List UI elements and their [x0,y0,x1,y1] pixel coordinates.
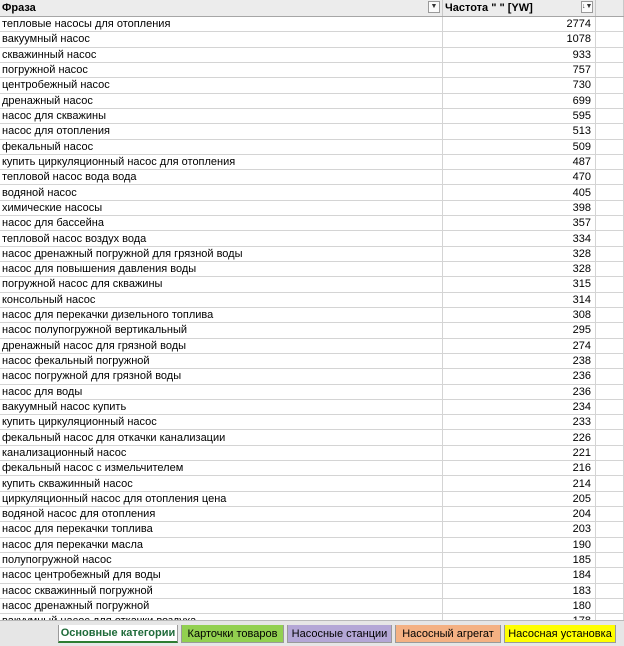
frequency-cell[interactable]: 295 [443,323,596,337]
frequency-cell[interactable]: 2774 [443,17,596,31]
table-row [0,32,624,47]
table-row [0,155,624,170]
phrase-cell[interactable]: погружной насос [0,63,443,77]
phrase-cell[interactable]: насос дренажный погружной для грязной воды [0,247,443,261]
phrase-cell[interactable]: насос дренажный погружной [0,599,443,613]
phrase-cell[interactable]: насос для перекачки топлива [0,522,443,536]
frequency-cell[interactable]: 1078 [443,32,596,46]
frequency-cell[interactable]: 234 [443,400,596,414]
table-row [0,17,624,32]
header-phrase-label: Фраза [2,2,36,14]
phrase-cell[interactable]: вакуумный насос купить [0,400,443,414]
phrase-cell[interactable]: насос для перекачки дизельного топлива [0,308,443,322]
empty-cell[interactable] [596,354,624,368]
empty-cell[interactable] [596,507,624,521]
table-row [0,63,624,78]
empty-cell[interactable] [596,170,624,184]
table-row [0,354,624,369]
table-row [0,293,624,308]
frequency-cell[interactable]: 183 [443,584,596,598]
header-cell-frequency[interactable] [443,0,596,16]
frequency-cell[interactable]: 184 [443,568,596,582]
empty-cell[interactable] [596,231,624,245]
frequency-cell[interactable]: 190 [443,538,596,552]
header-cell-phrase[interactable] [0,0,443,16]
empty-cell[interactable] [596,584,624,598]
table-row [0,430,624,445]
phrase-cell[interactable]: дренажный насос [0,94,443,108]
sort-descending-filter-icon[interactable]: ↓▼ [581,1,593,13]
table-row [0,323,624,338]
phrase-cell[interactable]: вакуумный насос [0,32,443,46]
phrase-cell[interactable]: погружной насос для скважины [0,277,443,291]
table-row [0,522,624,537]
empty-cell[interactable] [596,323,624,337]
phrase-cell[interactable]: фекальный насос [0,140,443,154]
empty-cell[interactable] [596,415,624,429]
table-row [0,231,624,246]
table-row [0,369,624,384]
frequency-cell[interactable]: 236 [443,369,596,383]
phrase-cell[interactable]: дренажный насос для грязной воды [0,339,443,353]
empty-cell[interactable] [596,247,624,261]
empty-cell[interactable] [596,369,624,383]
frequency-cell[interactable]: 513 [443,124,596,138]
empty-cell[interactable] [596,277,624,291]
phrase-cell[interactable]: водяной насос для отопления [0,507,443,521]
frequency-cell[interactable]: 470 [443,170,596,184]
phrase-cell[interactable]: полупогружной насос [0,553,443,567]
empty-cell[interactable] [596,94,624,108]
empty-cell[interactable] [596,140,624,154]
table-row [0,599,624,614]
phrase-cell[interactable]: фекальный насос для откачки канализации [0,430,443,444]
empty-cell[interactable] [596,262,624,276]
empty-cell[interactable] [596,308,624,322]
empty-cell[interactable] [596,201,624,215]
frequency-cell[interactable]: 405 [443,185,596,199]
empty-cell[interactable] [596,78,624,92]
sheet-tab[interactable]: Насосные станции [287,625,392,643]
table-row [0,492,624,507]
table-row [0,415,624,430]
frequency-cell[interactable]: 180 [443,599,596,613]
table-row [0,185,624,200]
frequency-cell[interactable]: 238 [443,354,596,368]
phrase-cell[interactable]: водяной насос [0,185,443,199]
phrase-cell[interactable]: канализационный насос [0,446,443,460]
empty-cell[interactable] [596,124,624,138]
frequency-cell[interactable]: 236 [443,385,596,399]
frequency-cell[interactable]: 487 [443,155,596,169]
frequency-cell[interactable]: 730 [443,78,596,92]
sheet-tab[interactable]: Насосный агрегат [395,625,501,643]
table-row [0,78,624,93]
frequency-cell[interactable]: 233 [443,415,596,429]
header-row [0,0,624,17]
empty-cell[interactable] [596,17,624,31]
header-cell-empty[interactable] [596,0,624,16]
table-row [0,48,624,63]
empty-cell[interactable] [596,553,624,567]
empty-cell[interactable] [596,568,624,582]
frequency-cell[interactable]: 314 [443,293,596,307]
sheet-tab[interactable]: Насосная установка [504,625,616,643]
table-row [0,400,624,415]
table-row [0,109,624,124]
empty-cell[interactable] [596,446,624,460]
phrase-cell[interactable]: насос фекальный погружной [0,354,443,368]
frequency-cell[interactable]: 315 [443,277,596,291]
phrase-cell[interactable]: купить циркуляционный насос для отопления [0,155,443,169]
table-row [0,476,624,491]
phrase-cell[interactable]: скважинный насос [0,48,443,62]
table-row [0,339,624,354]
frequency-cell[interactable]: 328 [443,262,596,276]
table-row [0,446,624,461]
frequency-cell[interactable]: 933 [443,48,596,62]
empty-cell[interactable] [596,155,624,169]
frequency-cell[interactable]: 185 [443,553,596,567]
empty-cell[interactable] [596,400,624,414]
frequency-cell[interactable]: 205 [443,492,596,506]
phrase-cell[interactable]: тепловые насосы для отопления [0,17,443,31]
empty-cell[interactable] [596,216,624,230]
phrase-cell[interactable]: фекальный насос с измельчителем [0,461,443,475]
frequency-cell[interactable]: 308 [443,308,596,322]
table-row [0,553,624,568]
frequency-cell[interactable]: 757 [443,63,596,77]
table-row [0,568,624,583]
empty-cell[interactable] [596,492,624,506]
empty-cell[interactable] [596,599,624,613]
phrase-cell[interactable]: насос для скважины [0,109,443,123]
frequency-cell[interactable]: 699 [443,94,596,108]
phrase-cell[interactable]: консольный насос [0,293,443,307]
table-row [0,538,624,553]
phrase-cell[interactable]: насос для отопления [0,124,443,138]
frequency-cell[interactable]: 595 [443,109,596,123]
phrase-cell[interactable]: насос скважинный погружной [0,584,443,598]
table-row [0,140,624,155]
empty-cell[interactable] [596,476,624,490]
empty-cell[interactable] [596,461,624,475]
frequency-cell[interactable]: 328 [443,247,596,261]
frequency-cell[interactable]: 221 [443,446,596,460]
data-rows [0,17,624,630]
phrase-cell[interactable]: химические насосы [0,201,443,215]
frequency-cell[interactable]: 334 [443,231,596,245]
filter-dropdown-icon[interactable]: ▼ [428,1,440,13]
empty-cell[interactable] [596,522,624,536]
sheet-tab[interactable]: Основные категории [58,625,178,643]
table-row [0,124,624,139]
phrase-cell[interactable]: тепловой насос вода вода [0,170,443,184]
empty-cell[interactable] [596,385,624,399]
phrase-cell[interactable]: насос погружной для грязной воды [0,369,443,383]
frequency-cell[interactable]: 214 [443,476,596,490]
table-row [0,277,624,292]
phrase-cell[interactable]: циркуляционный насос для отопления цена [0,492,443,506]
phrase-cell[interactable]: насос для бассейна [0,216,443,230]
table-row [0,247,624,262]
frequency-cell[interactable]: 357 [443,216,596,230]
table-row [0,507,624,522]
empty-cell[interactable] [596,109,624,123]
frequency-cell[interactable]: 226 [443,430,596,444]
empty-cell[interactable] [596,185,624,199]
empty-cell[interactable] [596,293,624,307]
table-row [0,170,624,185]
table-row [0,461,624,476]
empty-cell[interactable] [596,63,624,77]
table-row [0,94,624,109]
phrase-cell[interactable]: центробежный насос [0,78,443,92]
table-row [0,584,624,599]
table-row [0,308,624,323]
phrase-cell[interactable]: купить скважинный насос [0,476,443,490]
phrase-cell[interactable]: насос для перекачки масла [0,538,443,552]
phrase-cell[interactable]: насос полупогружной вертикальный [0,323,443,337]
phrase-cell[interactable]: тепловой насос воздух вода [0,231,443,245]
empty-cell[interactable] [596,32,624,46]
table-row [0,201,624,216]
empty-cell[interactable] [596,339,624,353]
phrase-cell[interactable]: купить циркуляционный насос [0,415,443,429]
frequency-cell[interactable]: 216 [443,461,596,475]
table-row [0,262,624,277]
sheet-tabs-bar [0,620,624,646]
sheet-tab[interactable]: Карточки товаров [181,625,284,643]
frequency-cell[interactable]: 204 [443,507,596,521]
empty-cell[interactable] [596,430,624,444]
frequency-cell[interactable]: 398 [443,201,596,215]
frequency-cell[interactable]: 203 [443,522,596,536]
frequency-cell[interactable]: 274 [443,339,596,353]
empty-cell[interactable] [596,538,624,552]
empty-cell[interactable] [596,48,624,62]
phrase-cell[interactable]: насос для повышения давления воды [0,262,443,276]
frequency-cell[interactable]: 509 [443,140,596,154]
table-row [0,385,624,400]
phrase-cell[interactable]: насос для воды [0,385,443,399]
phrase-cell[interactable]: насос центробежный для воды [0,568,443,582]
table-row [0,216,624,231]
header-frequency-label: Частота " " [YW] [445,2,533,14]
